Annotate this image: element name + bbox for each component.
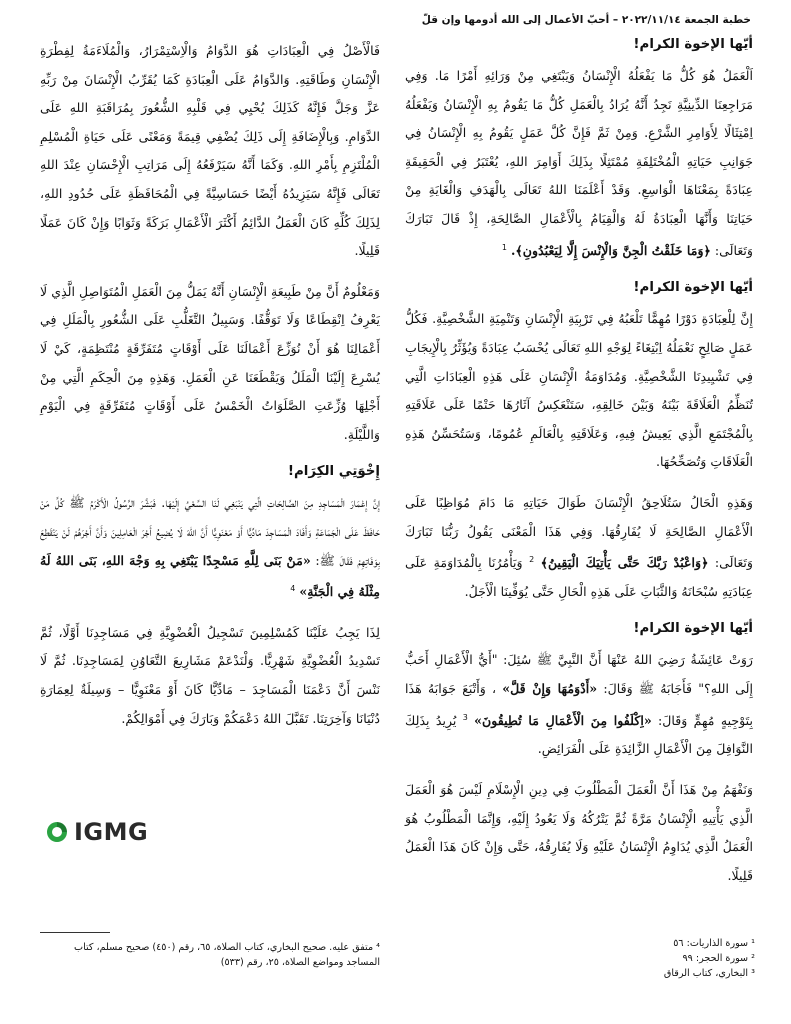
section-heading: أيّها الإخوة الكرام!: [633, 37, 753, 52]
paragraph: لِذَا يَجِبُ عَلَيْنَا كَمُسْلِمِينَ تَسْجِيلُ الْعُضْوِيَّةِ فِي مَسَاجِدِنَا أَوَّلًا، ثُمَّ تَسْدِيدُ الْعُضْوِيَّةِ شَهْرِيًّا. وَلْنَدْعَمْ مَشَارِيعَ التَّعَاوُنِ لِمَسَاجِدِنَا. ثُمَّ لَا نَنْسَ أَنَّ دَعْمَنَا الْمَسَاجِدَ – مَادِّيًّا كَانَ أَوْ مَعْنَوِيًّا – وَسِيلَةٌ لِعِمَارَةِ دُنْيَانَا وَآخِرَتِنَا. تَقَبَّلَ اللهُ دَعْمَكُمْ وَبَارَكَ فِي أَمْوَالِكُمْ.: [40, 624, 380, 726]
page-header: خطبة الجمعة ٢٠٢٢/١١/١٤ – أحبّ الأعمال إلى الله أدومها وإن قلّ: [421, 14, 751, 26]
footnote-ref[interactable]: 2: [529, 555, 535, 565]
paragraph-text: ، وَأَتْبَعَ جَوَابَهُ هَذَا بِتَوْجِيهٍ مُهِمٍّ وَقَالَ:: [405, 681, 753, 728]
paragraph: [405, 646, 753, 764]
footnote: ⁴ متفق عليه. صحيح البخاري، كتاب الصلاة، ٦٥، رقم (٤٥٠) صحيح مسلم، كتاب المساجد ومواضع الصلاة، ٢٥، رقم (٥٣٣): [74, 942, 380, 968]
paragraph: [40, 489, 380, 607]
section-heading: أيّها الإخوة الكرام!: [633, 280, 753, 296]
footnotes-right: [560, 936, 755, 981]
footnote-ref[interactable]: 3: [462, 712, 468, 722]
paragraph: [405, 62, 753, 265]
hadith-quote: «مَنْ بَنَى لِلَّهِ مَسْجِدًا يَبْتَغِي بِهِ وَجْهَ اللهِ، بَنَى اللهُ لَهُ مِثْلَهُ فِي الْجَنَّةِ»: [40, 552, 380, 600]
paragraph-text: وَهَذِهِ الْحَالُ سَتُلَاحِقُ الْإِنْسَانَ طَوَالَ حَيَاتِهِ مَا دَامَ مُوَاظِبًا عَلَى الْأَعْمَالِ الصَّالِحَةِ لَا يُفَارِقُهَا. وَفِي هَذَا الْمَعْنَى يَقُولُ رَبُّنَا تَبَارَكَ وَتَعَالَى:: [405, 494, 753, 571]
section-heading: أيّها الإخوة الكرام!: [633, 621, 753, 637]
footnote-ref[interactable]: 1: [501, 242, 507, 252]
igmg-logo: [46, 818, 148, 846]
quran-quote: ﴿وَمَا خَلَقْتُ الْجِنَّ وَالْإِنْسَ إِلَّا لِيَعْبُدُونِ﴾.: [510, 242, 711, 258]
igmg-logo-icon: [46, 821, 68, 843]
quran-quote: ﴿وَاعْبُدْ رَبَّكَ حَتَّى يَأْتِيَكَ الْيَقِينُ﴾: [540, 555, 709, 571]
paragraph-text: إِنَّ إِعْمَارَ الْمَسَاجِدِ مِنَ الصَّالِحَاتِ الَّتِي يَنْبَغِي لَنَا السَّعْيُ إِلَيْهَا. فَبَشَّرَ الرَّسُولُ الْأَكْرَمُ ﷺ كُلَّ مَنْ حَافَظَ عَلَى الْجَمَاعَةِ وَأَفَادَ الْمَسَاجِدَ مَادِّيًّا أَوْ مَعْنَوِيًّا أَنَّ اللهَ لَا يُضِيعُ أَجْرَ الْعَامِلِينَ وَأَنَّ أَجْرَهُمْ لَنْ يَنْقَطِعَ بِوَفَاتِهِمْ فَقَالَ ﷺ:: [40, 495, 380, 568]
paragraph-text: يُرِيدُ بِذَلِكَ النَّوَافِلَ مِنَ الْأَعْمَالِ الزَّائِدَةِ عَلَى الْفَرَائِضِ.: [405, 712, 753, 757]
section-heading: إِخْوَتِي الكِرَام!: [287, 464, 380, 480]
footnote: ¹ سورة الذاريات: ٥٦: [673, 938, 755, 949]
hadith-quote: «أَدْوَمُهَا وَإِنْ قَلَّ»: [502, 681, 598, 697]
hadith-quote: «اِكْلَفُوا مِنَ الْأَعْمَالِ مَا تُطِيقُونَ»: [474, 712, 652, 728]
paragraph: وَنَفْهَمُ مِنْ هَذَا أَنَّ الْعَمَلَ الْمَطْلُوبَ فِي دِينِ الْإِسْلَامِ لَيْسَ هُوَ الْعَمَلَ الَّذِي يَأْتِيهِ الْإِنْسَانُ مَرَّةً ثُمَّ يَتْرُكُهُ وَلَا يَعُودُ إِلَيْهِ، وَإِنَّمَا الْمَطْلُوبُ هُوَ الْعَمَلُ الَّذِي يُدَاوِمُ الْإِنْسَانُ عَلَيْهِ وَلَا يُفَارِقُهُ، حَتَّى وَإِنْ كَانَ هَذَا الْعَمَلُ قَلِيلًا.: [405, 782, 753, 883]
paragraph: فَالْأَصْلُ فِي الْعِبَادَاتِ هُوَ الدَّوَامُ وَالْاِسْتِمْرَارُ، وَالْمُلَاءَمَةُ لِفِطْرَةِ الْإِنْسَانِ وَطَاقَتِهِ. وَالدَّوَامُ عَلَى الْعِبَادَةِ كَمَا يُقَرِّبُ الْإِنْسَانَ مِنْ رَبِّهِ عَزَّ وَجَلَّ فَإِنَّهُ كَذَلِكَ يُحْيِي فِي قَلْبِهِ الشُّعُورَ بِمُرَاقَبَةِ اللهِ عَلَى الدَّوَامِ. وَبِالْإِضَافَةِ إِلَى ذَلِكَ يُضْفِي قِيمَةً وَمَعْنًى عَلَى حَيَاةِ الْمُسْلِمِ الْمُلْتَزِمِ بِأَمْرِ اللهِ. وَكَمَا أَنَّهُ سَيَرْفَعُهُ إِلَى مَرَاتِبِ الْإِحْسَانِ عِنْدَ اللهِ تَعَالَى فَإِنَّهُ سَيَزِيدُهُ أَيْضًا حَسَاسِيَّةً فِي الْمُحَافَظَةِ عَلَى حُدُودِ اللهِ، لِذَلِكَ كُلِّهِ كَانَ الْعَمَلُ الدَّائِمُ أَكْثَرَ الْأَعْمَالِ بَرَكَةً وَثَوَابًا وَإِنْ كَانَ عَمَلًا قَلِيلًا.: [40, 43, 380, 259]
footnote-ref[interactable]: 4: [290, 584, 296, 594]
footnote-divider: [40, 932, 110, 933]
footnotes-left: [40, 940, 380, 970]
paragraph-text: وَيَأْمُرُنَا بِالْمُدَاوَمَةِ عَلَى عِبَادَتِهِ سُبْحَانَهُ وَالثَّبَاتِ عَلَى هَذِهِ الْحَالِ حَتَّى يُوَفِّينَا الْأَجَلُ.: [405, 555, 753, 599]
paragraph: إِنَّ لِلْعِبَادَةِ دَوْرًا مُهِمًّا تَلْعَبُهُ فِي تَرْبِيَةِ الْإِنْسَانِ وَتَنْمِيَةِ الشَّخْصِيَّةِ. فَكُلُّ عَمَلٍ صَالِحٍ نَعْمَلُهُ اِبْتِغَاءً لِوَجْهِ اللهِ تَعَالَى يُحْسَبُ عِبَادَةً وَيُؤَثِّرُ بِالْإِيجَابِ فِي تَشْيِيدِنَا الشَّخْصِيَّةِ. وَمُدَاوَمَةُ الْإِنْسَانِ عَلَى هَذِهِ الْعِبَادَاتِ الَّتِي تُنَظِّمُ الْعَلَاقَةَ بَيْنَهُ وَبَيْنَ خَالِقِهِ، سَتَنْعَكِسُ آثَارُهَا حَتْمًا عَلَى عَلَاقَتِهِ بِالْمُجْتَمَعِ الَّذِي يَعِيشُ فِيهِ، وَعَلَاقَتِهِ بِالْعَالَمِ عُمُومًا، وَسَتُحَسِّنُ هَذِهِ الْعَلَاقَاتِ وَتُصَحِّحُهَا.: [405, 311, 753, 470]
logo-text: IGMG: [74, 818, 149, 846]
paragraph: وَمَعْلُومٌ أَنَّ مِنْ طَبِيعَةِ الْإِنْسَانِ أَنَّهُ يَمَلُّ مِنَ الْعَمَلِ الْمُتَوَاصِلِ الَّذِي لَا يَعْرِفُ اِنْقِطَاعًا وَلَا تَوَقُّفًا. وَسَبِيلُ التَّغَلُّبِ عَلَى الشُّعُورِ بِالْمَلَلِ فِي أَعْمَالِنَا هُوَ أَنْ نُوَزِّعَ أَعْمَالَنَا عَلَى أَوْقَاتٍ مُتَفَرِّقَةٍ مُنْتَظِمَةٍ، كَيْ لَا يُسْرِعَ إِلَيْنَا الْمَلَلُ وَيَقْطَعَنَا عَنِ الْعَمَلِ. وَهَذِهِ مِنَ الْحِكَمِ الَّتِي مِنْ أَجْلِهَا وُزِّعَتِ الصَّلَوَاتُ الْخَمْسُ عَلَى أَوْقَاتٍ مُتَفَرِّقَةٍ فِي الْيَوْمِ وَاللَّيْلَةِ.: [40, 283, 380, 442]
footnote: ³ البخاري، كتاب الرقاق: [663, 968, 755, 979]
footnote: ² سورة الحجر: ٩٩: [682, 953, 755, 964]
right-column: [405, 34, 753, 902]
paragraph-text: اَلْعَمَلُ هُوَ كُلُّ مَا يَفْعَلُهُ الْإِنْسَانُ وَيَبْتَغِي مِنْ وَرَائِهِ أَمْرًا مَا. وَفِي مَرَاجِعِنَا الدِّينِيَّةِ نَجِدُ أَنَّهُ يُرَادُ بِالْعَمَلِ كُلُّ مَا يَقُومُ بِهِ الْإِنْسَانُ وَيَفْعَلُهُ اِمْتِثَالًا لِأَوَامِرِ الشَّرْعِ. وَمِنْ ثَمَّ فَإِنَّ كُلَّ عَمَلٍ يَقُومُ بِهِ الْإِنْسَانُ فِي جَوَانِبِ حَيَاتِهِ الْمُخْتَلِفَةِ مُمْتَثِلًا بِذَلِكَ أَوَامِرَ اللهِ، يُعْتَبَرُ فِي الْحَقِيقَةِ عِبَادَةً بِمَعْنَاهَا الْوَاسِعِ. وَقَدْ أَعْلَمَنَا اللهُ تَعَالَى بِالْهَدَفِ وَالْغَايَةِ مِنْ حَيَاتِنَا وَأَنَّهَا الْعِبَادَةُ لَهُ وَالْقِيَامُ بِالْأَعْمَالِ الصَّالِحَةِ، إِذْ قَالَ تَبَارَكَ وَتَعَالَى:: [405, 68, 753, 258]
paragraph: [405, 489, 753, 607]
left-column: [40, 37, 380, 745]
paragraph-text: رَوَتْ عَائِشَةُ رَضِيَ اللهُ عَنْهَا أَنَّ النَّبِيَّ ﷺ سُئِلَ: "أَيُّ الْأَعْمَالِ أَحَبُّ إِلَى اللهِ؟" فَأَجَابَهُ ﷺ وَقَالَ:: [405, 652, 753, 697]
